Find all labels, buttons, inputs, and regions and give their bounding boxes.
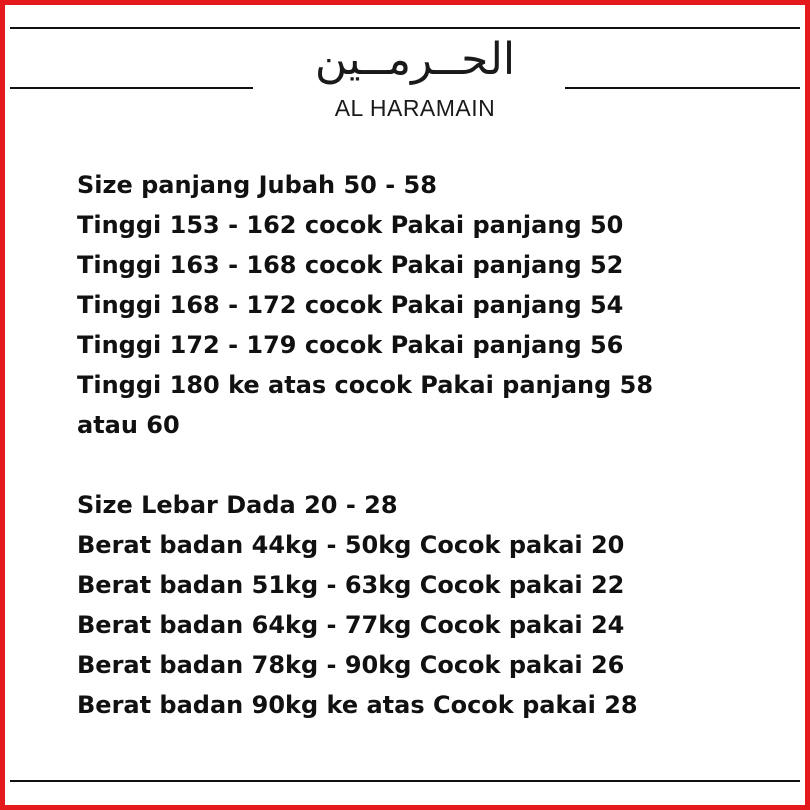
- length-row: Tinggi 163 - 168 cocok Pakai panjang 52: [77, 251, 624, 279]
- length-row: Tinggi 180 ke atas cocok Pakai panjang 58: [77, 371, 654, 399]
- brand-logo: [265, 29, 565, 123]
- chest-heading: Size Lebar Dada 20 - 28: [77, 491, 398, 519]
- length-row: atau 60: [77, 411, 180, 439]
- chest-row: Berat badan 44kg - 50kg Cocok pakai 20: [77, 531, 625, 559]
- chest-row: Berat badan 64kg - 77kg Cocok pakai 24: [77, 611, 625, 639]
- length-row: Tinggi 168 - 172 cocok Pakai panjang 54: [77, 291, 624, 319]
- chest-row: Berat badan 90kg ke atas Cocok pakai 28: [77, 691, 638, 719]
- brand-logo-arabic: الحــرمــين: [314, 34, 516, 85]
- length-row: Tinggi 153 - 162 cocok Pakai panjang 50: [77, 211, 624, 239]
- bottom-divider: [10, 780, 800, 782]
- chest-row: Berat badan 51kg - 63kg Cocok pakai 22: [77, 571, 625, 599]
- logo-divider-right: [565, 87, 800, 89]
- logo-divider-left: [10, 87, 253, 89]
- length-row: Tinggi 172 - 179 cocok Pakai panjang 56: [77, 331, 624, 359]
- section-spacer: [77, 445, 777, 485]
- brand-logo-latin: AL HARAMAIN: [334, 95, 496, 121]
- chest-row: Berat badan 78kg - 90kg Cocok pakai 26: [77, 651, 625, 679]
- size-guide-text: [77, 165, 777, 725]
- length-heading: Size panjang Jubah 50 - 58: [77, 171, 437, 199]
